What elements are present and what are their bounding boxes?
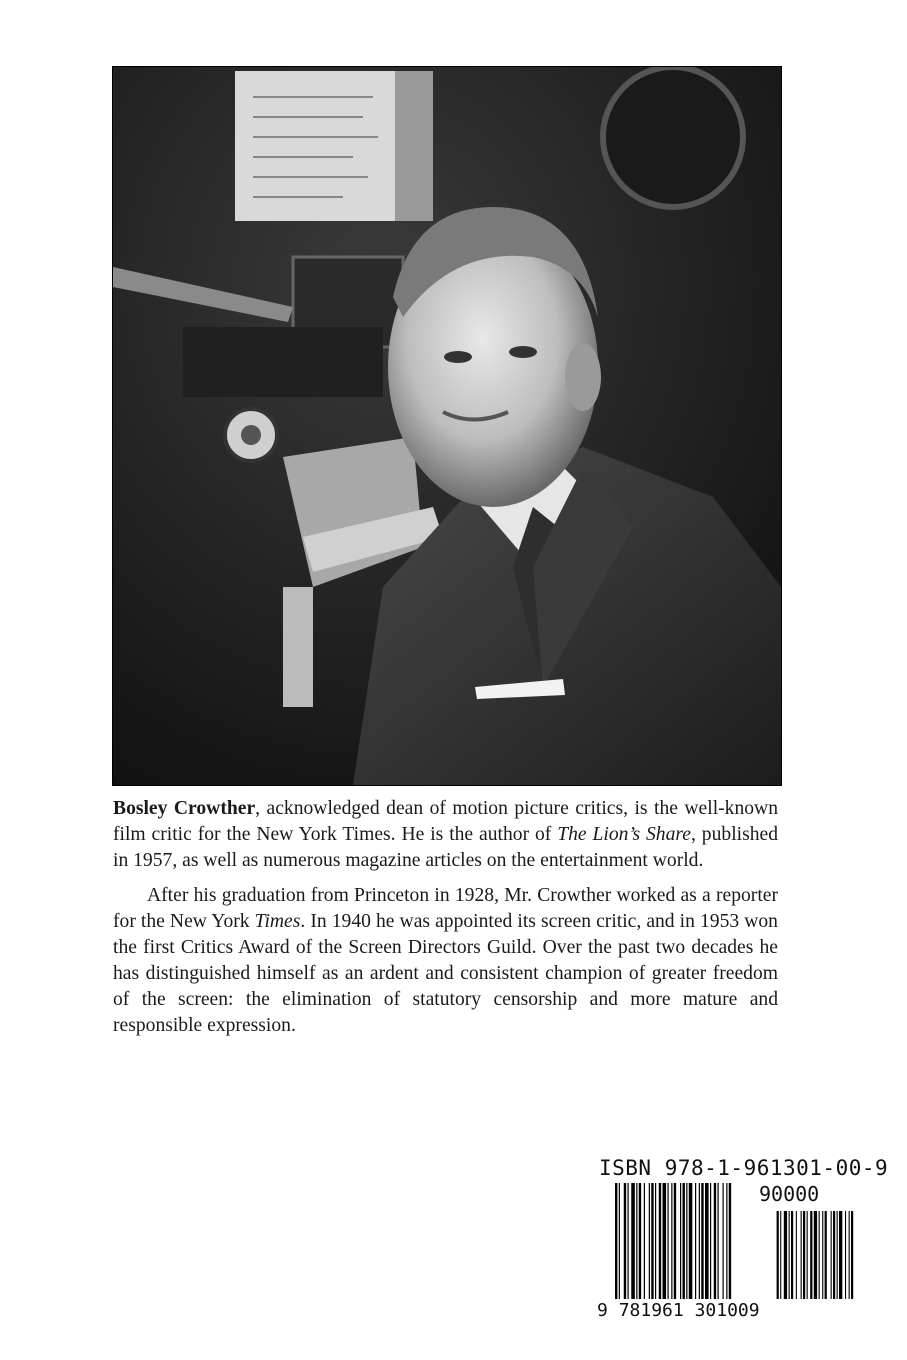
author-photo-illustration — [113, 67, 781, 785]
bio-text: . In 1940 he was appointed its screen critic, and in 1953 won the first Critics Award of the Screen Directors Guild. Over the past two decades he has distinguished himself as an ardent and consistent champion of greater freedom of the screen: the elimination of statutory censorship and more mature and responsible expression. — [113, 911, 778, 1036]
bio-text: After his graduation from Princeton in 1928, Mr. Crowther worked as a reporter for the New York — [113, 885, 778, 932]
barcode-bar — [699, 1183, 700, 1299]
barcode-bar — [671, 1183, 672, 1299]
barcode-bar — [689, 1183, 693, 1299]
barcode-bar — [777, 1211, 779, 1299]
barcode-bar — [628, 1183, 629, 1299]
barcode-bar — [663, 1183, 667, 1299]
barcode-bar — [822, 1211, 823, 1299]
bio-text: , acknowledged dean of motion picture critics, is the well-known film critic for the New York Times. He is the author of — [113, 798, 778, 845]
barcode-bar — [649, 1183, 650, 1299]
price-code: 90000 — [759, 1182, 820, 1206]
barcode-bar — [636, 1183, 637, 1299]
author-name: Bosley Crowther — [113, 798, 256, 819]
barcode-bar — [789, 1211, 790, 1299]
author-bio — [113, 796, 778, 1039]
barcode-bar — [655, 1183, 656, 1299]
barcode-bar — [825, 1211, 827, 1299]
book-title: The Lion’s Share — [557, 824, 691, 845]
barcode-bar — [833, 1211, 835, 1299]
barcode-bar — [680, 1183, 681, 1299]
barcode-bar — [851, 1211, 853, 1299]
barcode-bar — [726, 1183, 727, 1299]
author-photo — [112, 66, 782, 786]
barcode-bar — [631, 1183, 635, 1299]
barcode-bar — [796, 1211, 797, 1299]
barcode-bar — [729, 1183, 731, 1299]
barcode-bar — [839, 1211, 842, 1299]
bio-paragraph-1 — [113, 796, 778, 874]
barcode-digits — [597, 1300, 760, 1321]
barcode-bar — [784, 1211, 787, 1299]
barcode-bar — [810, 1211, 812, 1299]
barcode-left-digit: 9 — [597, 1300, 608, 1321]
isbn-barcode — [597, 1156, 889, 1326]
barcode-bar — [683, 1183, 685, 1299]
barcode-bar — [791, 1211, 793, 1299]
barcode-bar — [615, 1183, 617, 1299]
newspaper-title: Times — [254, 911, 301, 932]
barcode-bar — [849, 1211, 850, 1299]
isbn-label: ISBN 978-1-961301-00-9 — [599, 1156, 889, 1180]
barcode-bar — [718, 1183, 719, 1299]
barcode-bar — [837, 1211, 838, 1299]
barcode-bar — [619, 1183, 620, 1299]
barcode-bar — [624, 1183, 626, 1299]
barcode-bar — [814, 1211, 817, 1299]
barcode-bar — [705, 1183, 709, 1299]
barcode-bar — [845, 1211, 846, 1299]
barcode-bar — [651, 1183, 653, 1299]
barcode-bar — [686, 1183, 687, 1299]
barcode-bar — [723, 1183, 724, 1299]
barcode-bar — [780, 1211, 781, 1299]
barcode-bar — [659, 1183, 661, 1299]
barcode-bar — [639, 1183, 641, 1299]
barcode-bar — [710, 1183, 711, 1299]
barcode-bar — [674, 1183, 676, 1299]
barcode-bar — [807, 1211, 808, 1299]
barcode-bar — [701, 1183, 703, 1299]
barcode-bar — [668, 1183, 669, 1299]
bio-text: , published in 1957, as well as numerous magazine articles on the entertainment world. — [113, 824, 779, 871]
bio-paragraph-2 — [113, 883, 778, 1039]
barcode-bar — [714, 1183, 716, 1299]
barcode-group-2: 301009 — [694, 1300, 760, 1321]
barcode-bar — [801, 1211, 802, 1299]
barcode-bar — [695, 1183, 696, 1299]
barcode-bar — [819, 1211, 820, 1299]
barcode-group-1: 781961 — [618, 1300, 684, 1321]
barcode-bar — [831, 1211, 832, 1299]
barcode-bar — [803, 1211, 805, 1299]
barcode-bar — [644, 1183, 645, 1299]
